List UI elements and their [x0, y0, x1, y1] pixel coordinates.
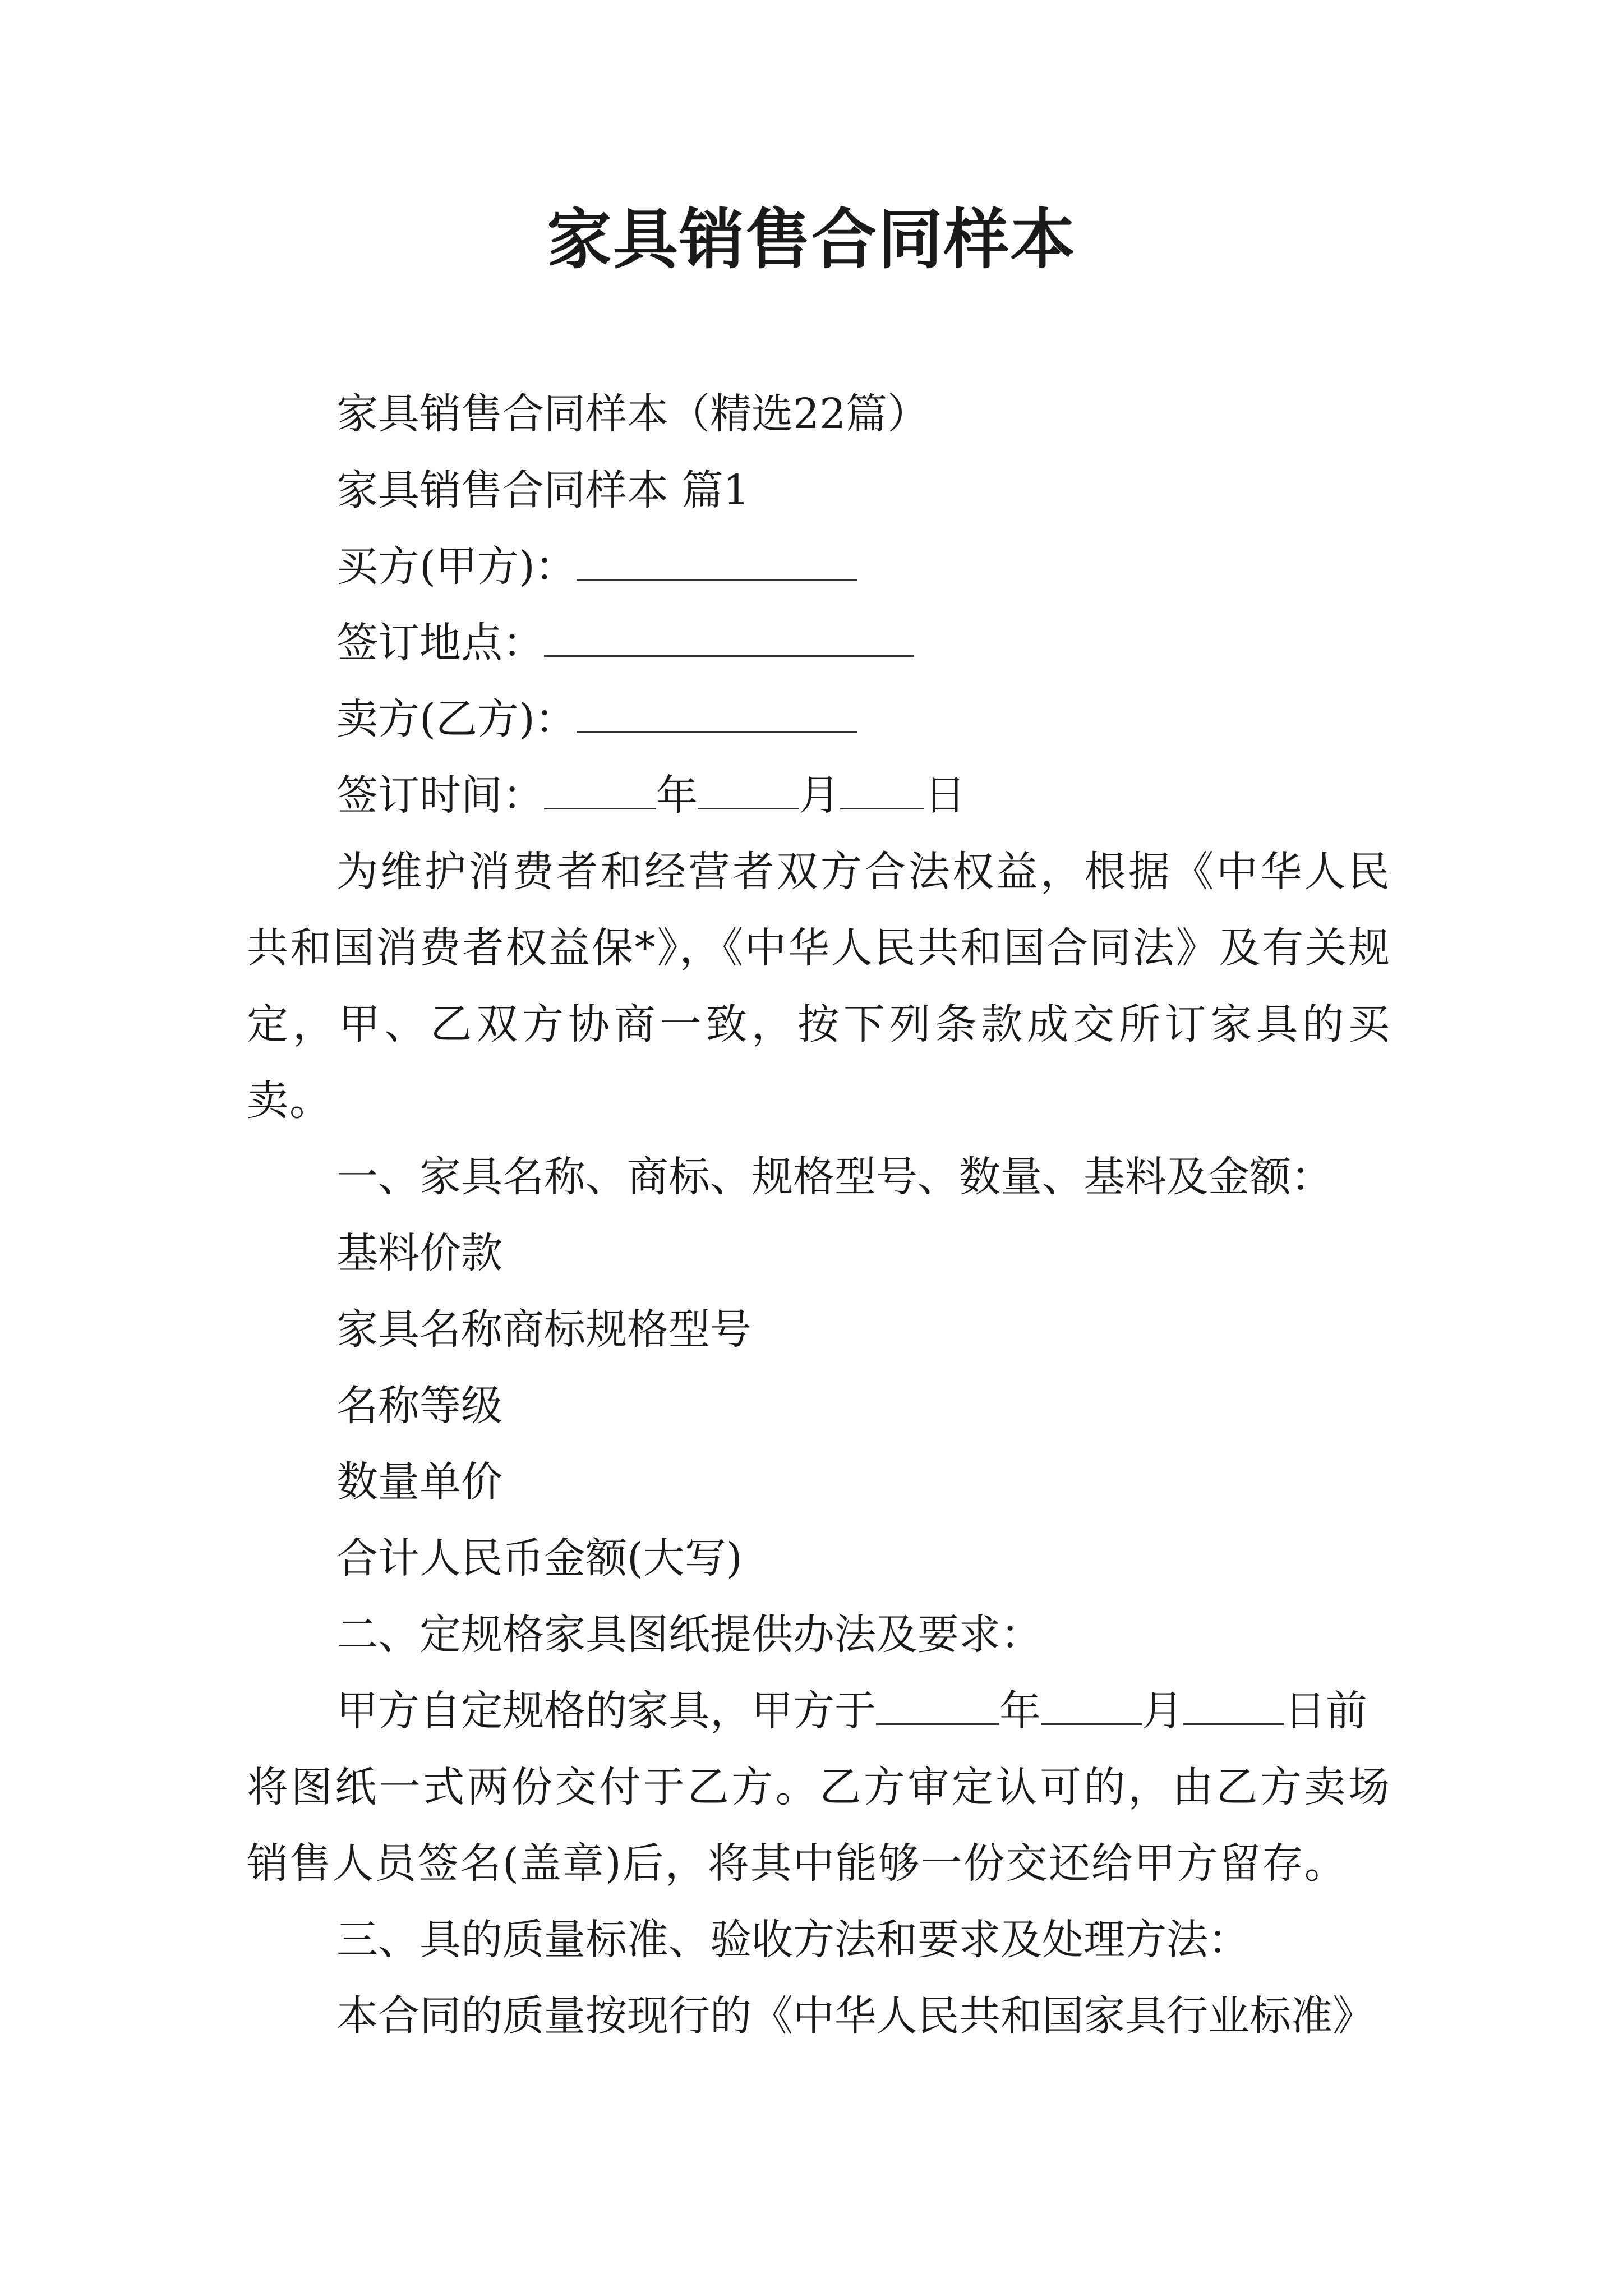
day-blank	[840, 774, 924, 809]
field-name-brand-model: 家具名称商标规格型号	[336, 1305, 751, 1354]
place-line	[336, 605, 1481, 681]
buyer-label: 买方(甲方)：	[336, 542, 577, 591]
field-base-price: 基料价款	[336, 1229, 502, 1277]
section-2-heading: 二、定规格家具图纸提供办法及要求：	[336, 1611, 1042, 1659]
section-3-heading: 三、具的质量标准、验收方法和要求及处理方法：	[336, 1916, 1249, 1964]
s2-day-blank	[1183, 1690, 1284, 1725]
field-total-amount: 合计人民币金额(大写)	[336, 1534, 743, 1582]
s2-year-text: 年	[999, 1687, 1041, 1735]
place-label: 签订地点：	[336, 619, 544, 667]
month-blank	[698, 774, 799, 809]
time-label: 签订时间：	[336, 771, 544, 820]
section-1-heading: 一、家具名称、商标、规格型号、数量、基料及金额：	[336, 1153, 1332, 1201]
seller-line	[336, 681, 1481, 757]
s2-day-text: 日前	[1284, 1687, 1367, 1735]
seller-blank	[577, 698, 857, 733]
intro-paragraph: 为维护消费者和经营者双方合法权益，根据《中华人民共和国消费者权益保*》，《中华人民共和国合同法》及有关规定，甲、乙双方协商一致，按下列条款成交所订家具的买卖。	[247, 848, 1391, 1125]
s2-year-blank	[876, 1690, 999, 1725]
buyer-blank	[577, 545, 857, 581]
field-qty-unit-price: 数量单价	[336, 1458, 502, 1506]
section-2-date-line	[336, 1673, 1481, 1749]
seller-label: 卖方(乙方)：	[336, 695, 577, 743]
section-2-prefix: 甲方自定规格的家具，甲方于	[336, 1687, 876, 1735]
section-3-body: 本合同的质量按现行的《中华人民共和国家具行业标准》	[336, 1992, 1374, 2040]
subtitle: 家具销售合同样本（精选22篇）	[336, 390, 929, 438]
s2-month-blank	[1041, 1690, 1142, 1725]
s2-month-text: 月	[1142, 1687, 1183, 1735]
month-text: 月	[799, 771, 840, 820]
time-line	[336, 757, 1481, 834]
field-name-grade: 名称等级	[336, 1382, 502, 1430]
day-text: 日	[924, 771, 966, 820]
year-blank	[544, 774, 656, 809]
year-text: 年	[656, 771, 698, 820]
section-2-body: 将图纸一式两份交付于乙方。乙方审定认可的，由乙方卖场销售人员签名(盖章)后，将其中能够一份交还给甲方留存。	[247, 1763, 1391, 1888]
document-title: 家具销售合同样本	[547, 201, 1076, 278]
chapter-heading: 家具销售合同样本 篇1	[336, 466, 750, 514]
place-blank	[544, 622, 914, 657]
buyer-line	[336, 528, 1481, 605]
